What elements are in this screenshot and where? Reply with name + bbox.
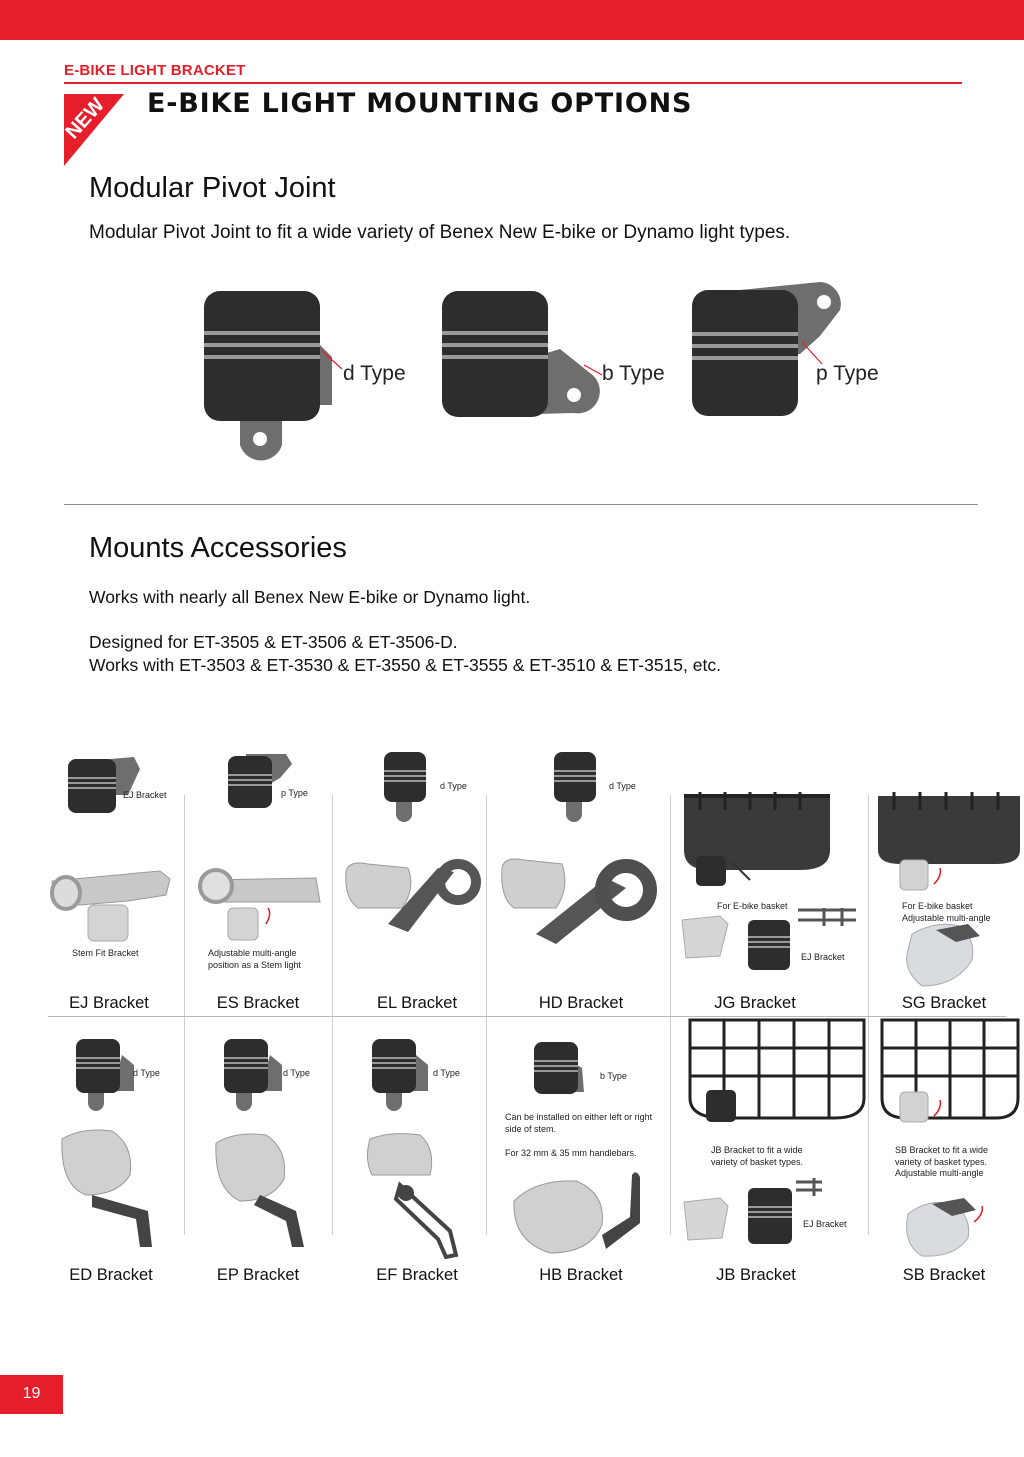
sg-bracket-caption: SG Bracket — [901, 994, 987, 1012]
ed-bracket-caption: ED Bracket — [69, 1266, 153, 1284]
sg-note: For E-bike basket Adjustable multi-angle — [902, 901, 991, 923]
ed-bracket-illustration — [52, 1035, 182, 1255]
jg-tag: EJ Bracket — [801, 952, 845, 962]
ep-tag: d Type — [283, 1068, 310, 1078]
el-tag: d Type — [440, 781, 467, 791]
header-rule — [64, 82, 962, 84]
sg-bracket-illustration — [876, 790, 1024, 990]
sb-bracket-illustration — [876, 1018, 1024, 1158]
grid-row-divider — [48, 1016, 1006, 1017]
hb-bracket-caption: HB Bracket — [539, 1266, 623, 1284]
es-bracket-illustration — [196, 752, 326, 952]
hd-bracket-illustration — [496, 748, 666, 948]
new-badge-text: NEW — [61, 93, 109, 144]
hb-mount-illustration — [506, 1165, 666, 1265]
ep-bracket-illustration — [200, 1035, 330, 1255]
type-label-b: b Type — [602, 362, 665, 385]
type-label-d: d Type — [343, 362, 406, 385]
type-label-p: p Type — [816, 362, 879, 385]
hb-note: Can be installed on either left or right side of stem. — [505, 1112, 653, 1134]
light-d-type-illustration — [200, 285, 340, 465]
ep-bracket-caption: EP Bracket — [216, 1266, 300, 1284]
hb-tag: b Type — [600, 1071, 627, 1081]
section-divider — [64, 504, 978, 505]
ej-note: Stem Fit Bracket — [72, 948, 139, 958]
accessories-line-3: Works with ET-3503 & ET-3530 & ET-3550 & ET-3555 & ET-3510 & ET-3515, etc. — [89, 655, 721, 675]
grid-divider — [184, 795, 185, 1235]
accessories-line-1: Works with nearly all Benex New E-bike or Dynamo light. — [89, 587, 531, 607]
ed-tag: d Type — [133, 1068, 160, 1078]
light-b-type-illustration — [440, 285, 610, 435]
pivot-heading: Modular Pivot Joint — [89, 172, 336, 204]
grid-divider — [868, 795, 869, 1235]
hb-note-2: For 32 mm & 35 mm handlebars. — [505, 1148, 637, 1158]
ej-tag: EJ Bracket — [123, 790, 167, 800]
ef-tag: d Type — [433, 1068, 460, 1078]
page-number: 19 — [22, 1385, 41, 1402]
jb-tag: EJ Bracket — [803, 1219, 847, 1229]
es-tag: p Type — [281, 788, 308, 798]
grid-divider — [670, 795, 671, 1235]
accessories-line-2: Designed for ET-3505 & ET-3506 & ET-3506-D. — [89, 632, 458, 652]
top-red-bar — [0, 0, 1024, 40]
jb-bracket-illustration — [684, 1018, 869, 1148]
jg-note: For E-bike basket — [717, 901, 788, 911]
pivot-description: Modular Pivot Joint to fit a wide variety of Benex New E-bike or Dynamo light types. — [89, 222, 791, 243]
hd-bracket-caption: HD Bracket — [538, 994, 624, 1012]
sb-note: SB Bracket to fit a wide variety of basket types. Adjustable multi-angle — [895, 1145, 989, 1178]
es-note: Adjustable multi-angle position as a Stem light — [208, 948, 302, 970]
hd-tag: d Type — [609, 781, 636, 791]
jb-note: JB Bracket to fit a wide variety of basket types. — [711, 1145, 804, 1167]
el-bracket-illustration — [338, 748, 488, 948]
jb-bracket-caption: JB Bracket — [716, 1266, 796, 1284]
ej-bracket-illustration — [50, 755, 180, 945]
ej-bracket-caption: EJ Bracket — [69, 994, 149, 1012]
ef-bracket-caption: EF Bracket — [376, 1266, 458, 1284]
sb-bracket-caption: SB Bracket — [902, 1266, 986, 1284]
page-title: E-BIKE LIGHT MOUNTING OPTIONS — [147, 88, 693, 119]
grid-divider — [332, 795, 333, 1235]
accessories-heading: Mounts Accessories — [89, 532, 347, 564]
el-bracket-caption: EL Bracket — [376, 994, 458, 1012]
es-bracket-caption: ES Bracket — [216, 994, 300, 1012]
new-badge — [61, 93, 144, 166]
sb-mount-illustration — [898, 1182, 1018, 1262]
ef-bracket-illustration — [350, 1035, 480, 1265]
light-p-type-illustration — [690, 280, 860, 440]
section-label: E-BIKE LIGHT BRACKET — [64, 62, 246, 79]
jg-bracket-caption: JG Bracket — [714, 994, 796, 1012]
